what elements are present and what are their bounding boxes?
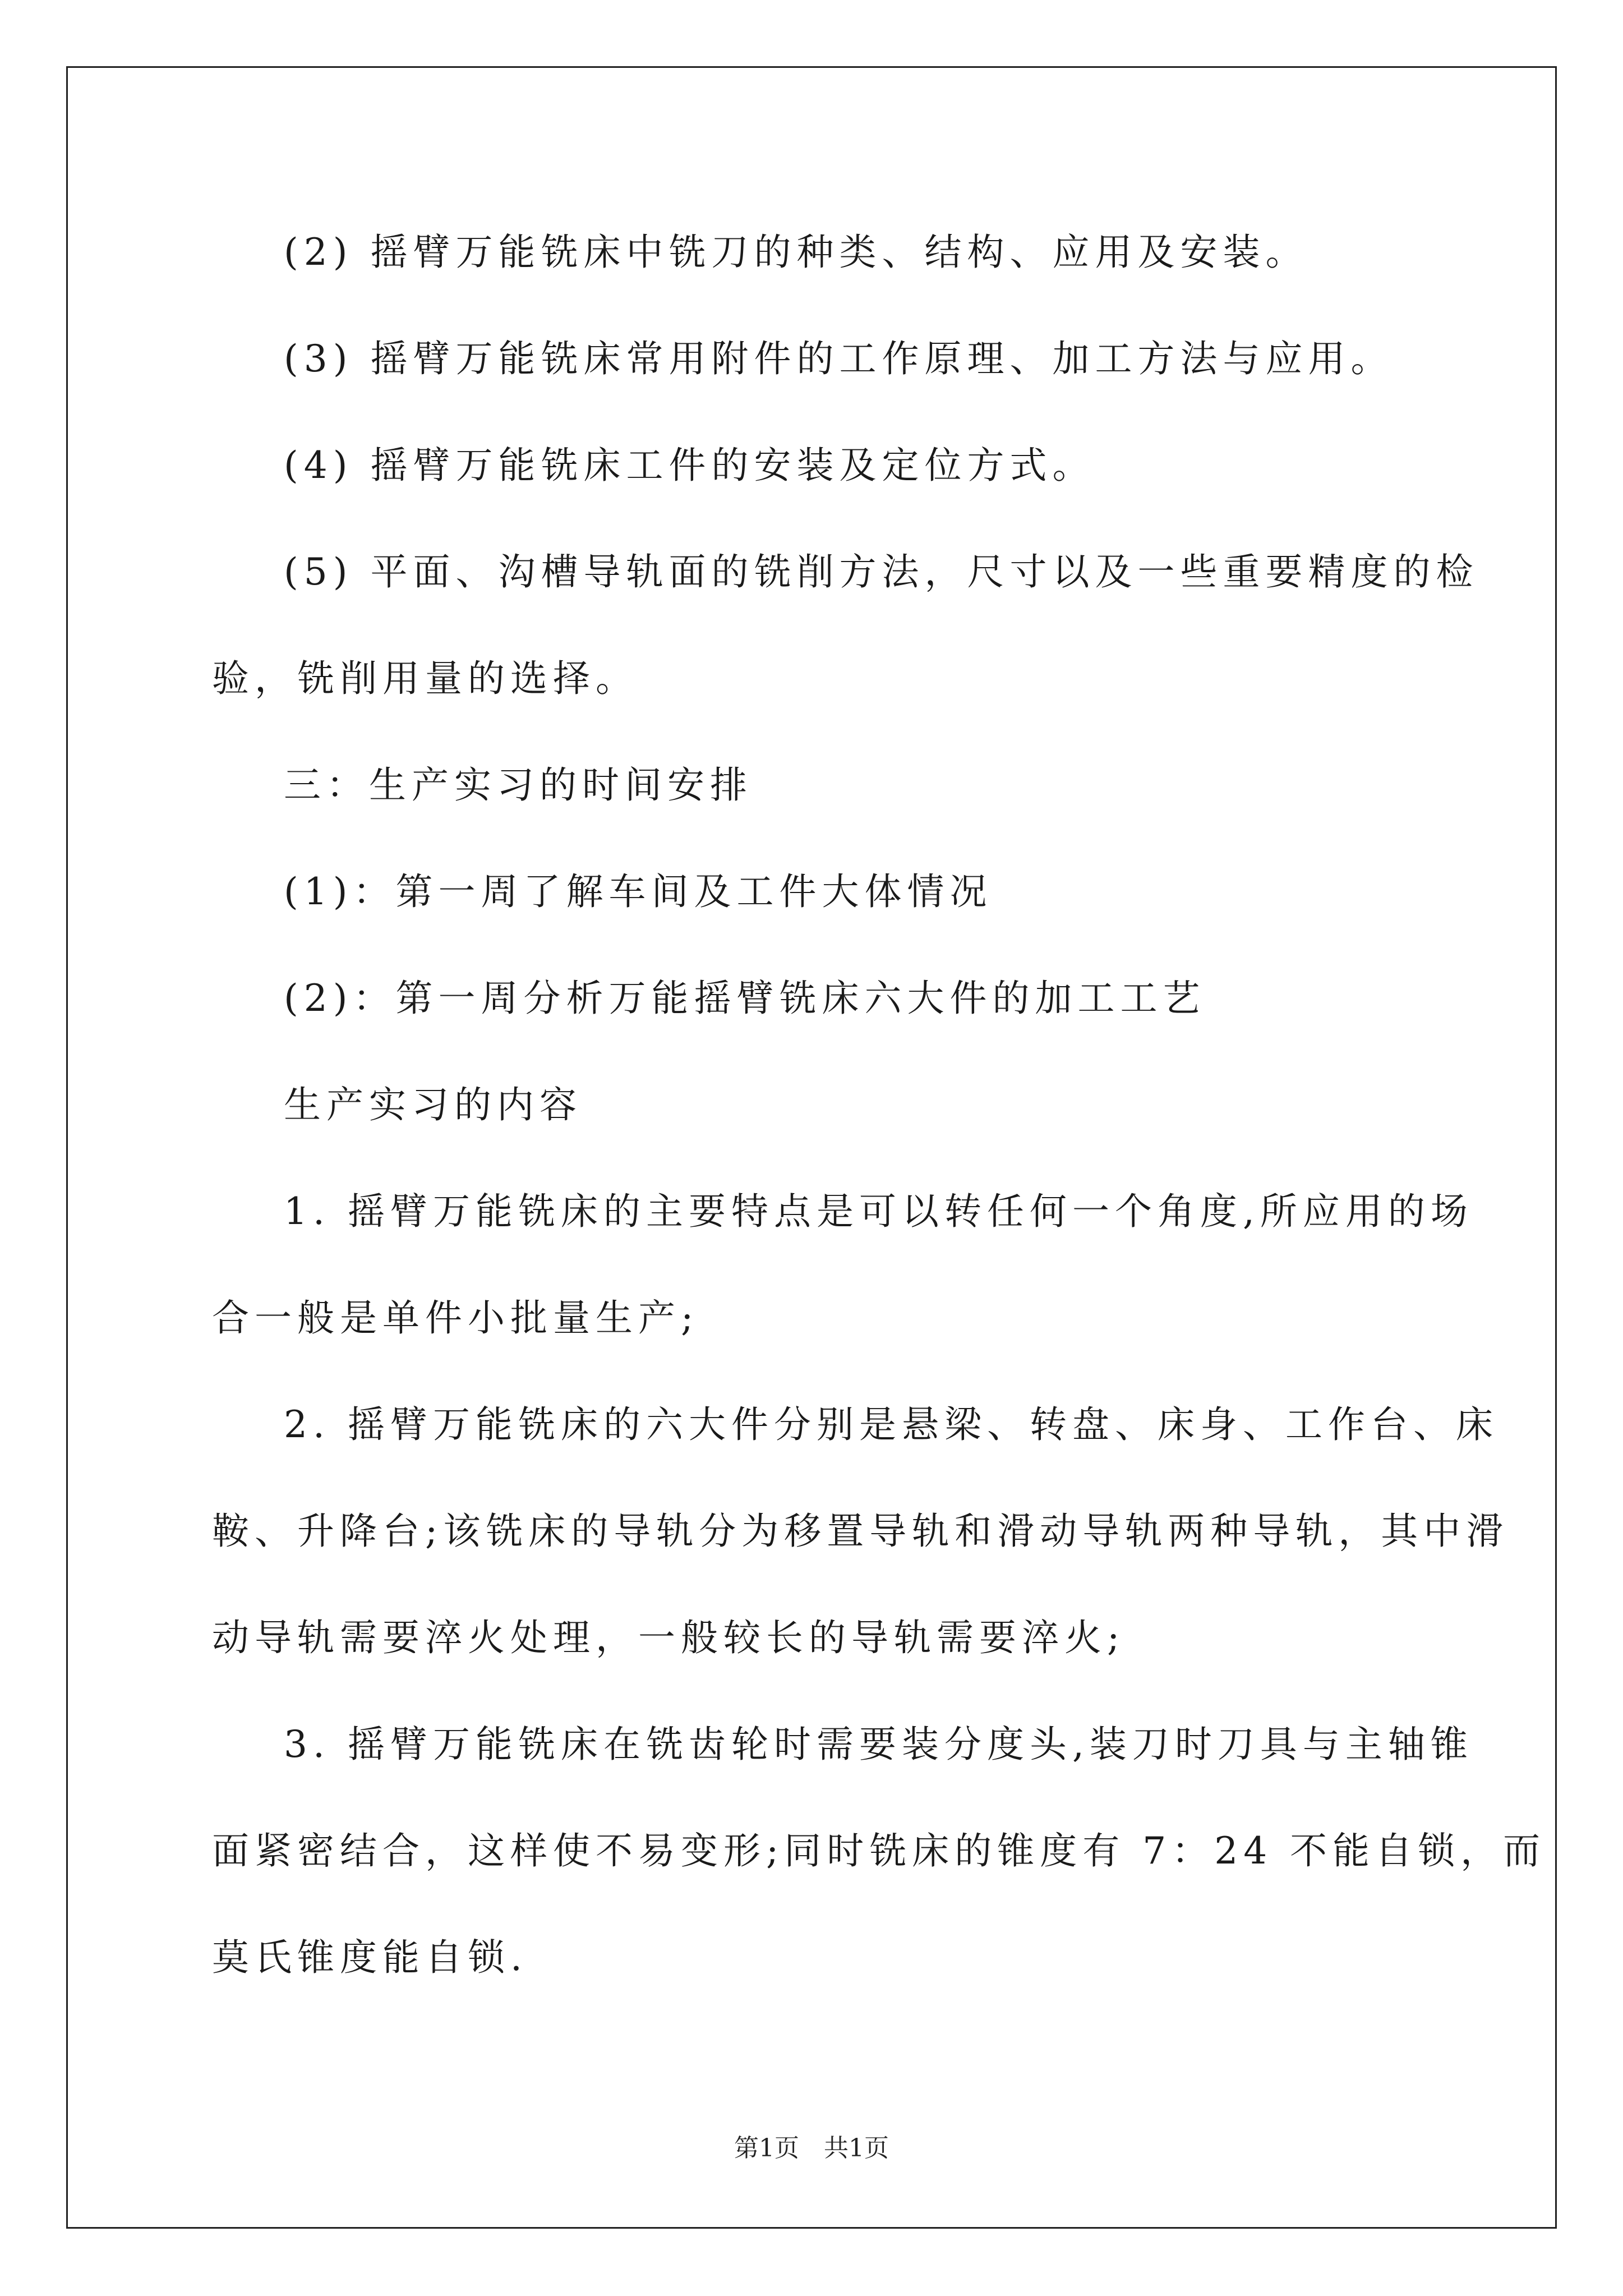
content-item-1: 1. 摇臂万能铣床的主要特点是可以转任何一个角度,所应用的场 (284, 1190, 1473, 1233)
content-item-2-continuation-2: 动导轨需要淬火处理，一般较长的导轨需要淬火; (212, 1616, 1126, 1659)
content-item-1-continuation: 合一般是单件小批量生产; (212, 1296, 699, 1340)
schedule-item-1: (1)：第一周了解车间及工件大体情况 (284, 870, 993, 913)
paragraph-item-4: (4) 摇臂万能铣床工件的安装及定位方式。 (284, 444, 1095, 487)
paragraph-item-3: (3) 摇臂万能铣床常用附件的工作原理、加工方法与应用。 (284, 337, 1394, 380)
schedule-item-2: (2)：第一周分析万能摇臂铣床六大件的加工工艺 (284, 977, 1206, 1020)
content-item-3-continuation-1: 面紧密结合，这样使不易变形;同时铣床的锥度有 7：24 不能自锁，而 (212, 1829, 1546, 1872)
content-item-2-continuation-1: 鞍、升降台;该铣床的导轨分为移置导轨和滑动导轨两种导轨，其中滑 (212, 1510, 1509, 1553)
page-number-footer: 第1页 共1页 (734, 2134, 889, 2162)
paragraph-item-2: (2) 摇臂万能铣床中铣刀的种类、结构、应用及安装。 (284, 231, 1308, 274)
content-item-2: 2. 摇臂万能铣床的六大件分别是悬梁、转盘、床身、工作台、床 (284, 1403, 1498, 1446)
paragraph-item-5-continuation: 验，铣削用量的选择。 (212, 657, 638, 700)
content-item-3-continuation-2: 莫氏锥度能自锁. (212, 1936, 528, 1979)
paragraph-item-5: (5) 平面、沟槽导轨面的铣削方法，尺寸以及一些重要精度的检 (284, 550, 1479, 593)
section-heading-content: 生产实习的内容 (284, 1083, 582, 1126)
section-heading-schedule: 三：生产实习的时间安排 (284, 763, 753, 807)
page-border (66, 66, 1557, 2229)
content-item-3: 3. 摇臂万能铣床在铣齿轮时需要装分度头,装刀时刀具与主轴锥 (284, 1723, 1473, 1766)
